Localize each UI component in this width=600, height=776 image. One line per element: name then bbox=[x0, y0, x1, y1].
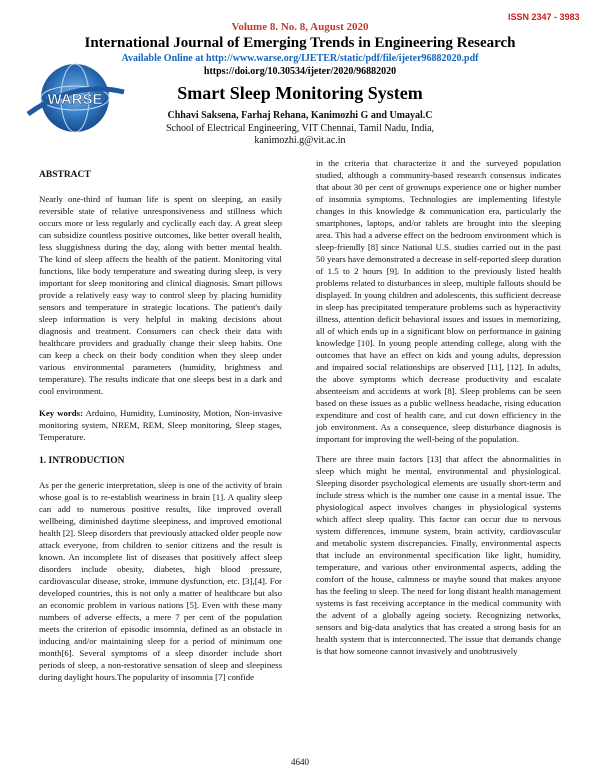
keywords-paragraph bbox=[39, 407, 282, 443]
logo-text: WARSE bbox=[47, 91, 103, 108]
page-number: 4640 bbox=[291, 757, 309, 767]
keywords-label: Key words: bbox=[39, 408, 84, 418]
affiliation: School of Electrical Engineering, VIT Chennai, Tamil Nadu, India, bbox=[165, 123, 435, 134]
paper-title: Smart Sleep Monitoring System bbox=[177, 83, 423, 103]
left-column bbox=[39, 157, 282, 691]
right-column bbox=[316, 157, 561, 665]
doi-link[interactable]: https://doi.org/10.30534/ijeter/2020/96882020 bbox=[203, 66, 397, 77]
abstract-heading: ABSTRACT bbox=[39, 170, 91, 180]
introduction-paragraph-1: As per the generic interpretation, sleep is one of the activity of brain whose goal is to re-establish weariness in brain [1]. A quality sleep can add to numerous positive results, like improved overall wellbeing, diminished daytime sleepiness, and improved emotional health [2]. Sleep disorders that previously attacked older people now attack everyone, from children to senior citizens and the result is known. An incomplete list of diseases that positively affect sleep disorders include obesity, diabetes, high blood pressure, cardiovascular disease, stroke, immune dysfunction, etc. [3],[4]. For developed countries, this is not only a matter of healthcare but also an economic problem in various nations [5]. Even with these many numbers of adverse effects, a mere 7 per cent of the population meets the criterion of episodic insomnia, defined as an obstacle in inducing and/or maintaining sleep for a period of minimum one month[6]. Several symptoms of a sleep disorder include short periods of sleep, a non-restorative sensation of sleep and sleepiness during daylight hours.The popularity of insomnia [7] confide bbox=[39, 480, 282, 682]
author-list: Chhavi Saksena, Farhaj Rehana, Kanimozhi G and Umayal.C bbox=[167, 110, 433, 121]
journal-title: International Journal of Emerging Trends in Engineering Research bbox=[84, 35, 516, 51]
issn-label: ISSN 2347 - 3983 bbox=[508, 12, 580, 22]
introduction-paragraph-2: in the criteria that characterize it and the surveyed population studied, although a community-based research consensus indicates that about 30 per cent of grownups experience one or higher number of insomnia symptoms. Technologies are implementing lifestyle changes in this knowledge & communication era, particularly the smartphones, laptops, and/or tablets are brought into the sleeping area. This had a adverse effect on the bedroom environment which is sleep-friendly [8] since National U.S. studies carried out in the past 50 years have demonstrated a decrease in self-reported sleep duration of 1.5 to 2 hours [9]. In addition to the previously listed health problems related to disturbances in sleep, multiple fallouts should be displayed. In young children and adolescents, this sufficient decrease in sleep has precipitated temperature problems such as hyperactivity illness, attention deficit behavioral issues and issues in memorizing, all of which ends up in a significant blow on performance in gaining knowledge [10]. In young people attending college, along with the outcomes that have an effect on kids and young adults, depression and impaired social relationships are observed [11], [12]. In adults, the above symptoms which decrease productivity and escalate absenteeism and accidents at work [8]. Sleep problems can be seen based on these issues as a public wellness headache, rising education expenditure and cost of health care, and cut down efficiency in the job environment. As a consequence, sleep disturbance diagnosis is important for improving the well-being of the population. bbox=[316, 158, 561, 444]
introduction-heading: 1. INTRODUCTION bbox=[39, 456, 125, 466]
available-online-link[interactable]: Available Online at http://www.warse.org/IJETER/static/pdf/file/ijeter96882020.pdf bbox=[121, 53, 479, 64]
volume-info: Volume 8. No. 8, August 2020 bbox=[231, 21, 369, 33]
keywords-text: Arduino, Humidity, Luminosity, Motion, Non-invasive monitoring system, NREM, REM, Sleep monitoring, Sleep stages, Temperature. bbox=[39, 408, 282, 442]
author-email[interactable]: kanimozhi.g@vit.ac.in bbox=[254, 135, 346, 146]
introduction-paragraph-3: There are three main factors [13] that affect the abnormalities in sleep which might be mental, environmental and physiological. Sleeping disorder psychological elements are usually short-term and include stress which is the number one cause in a mental issue. The physiological aspect involves changes in physiological systems which affect sleep quality. This factor can occur due to nervous system differences, immune system, brain activity, cardiovascular and metabolic system discrepancies. Finally, environmental aspects that include an environmental specification like light, humidity, temperature, and various other environmental aspects, adding the comfort of the house, calmness or maybe sound that makes anyone has the feeling to sleep. The need for long distant health management systems is fast receiving acceptance in the medical community with the advent of a globally ageing society. Recognizing networks, sensors and big-data analytics that has created a strong basis for an health system that is interconnected. The issue that demands change is that how someone cannot invasively and unobtrusively bbox=[316, 454, 561, 656]
abstract-text: Nearly one-third of human life is spent on sleeping, an easily reversible state of relative unresponsiveness and stillness which occurs more or less regularly and cyclically each day. A great sleep can subsidize countless positive outcomes, like better overall health, less sluggishness during the day, along with better mental health. The kind of sleep affects the health of the patient. Monitoring vital functions, like body temperature and sweating during sleep, is very important for sleep monitoring and clinical diagnosis. Smart pillows provide a relatively easy way to control sleep by placing humidity sensors and temperature in strategic locations. The patient's daily sleep information is very helpful in making decisions about diagnosis and treatment. Consumers can check their data with healthcare providers and gradually change their sleep habits. One can keep a check on their body condition when they sleep under various environmental parameters (humidity, brightness and temperature). The results indicate that one sleeps best in a dark and cool environment. bbox=[39, 194, 282, 396]
